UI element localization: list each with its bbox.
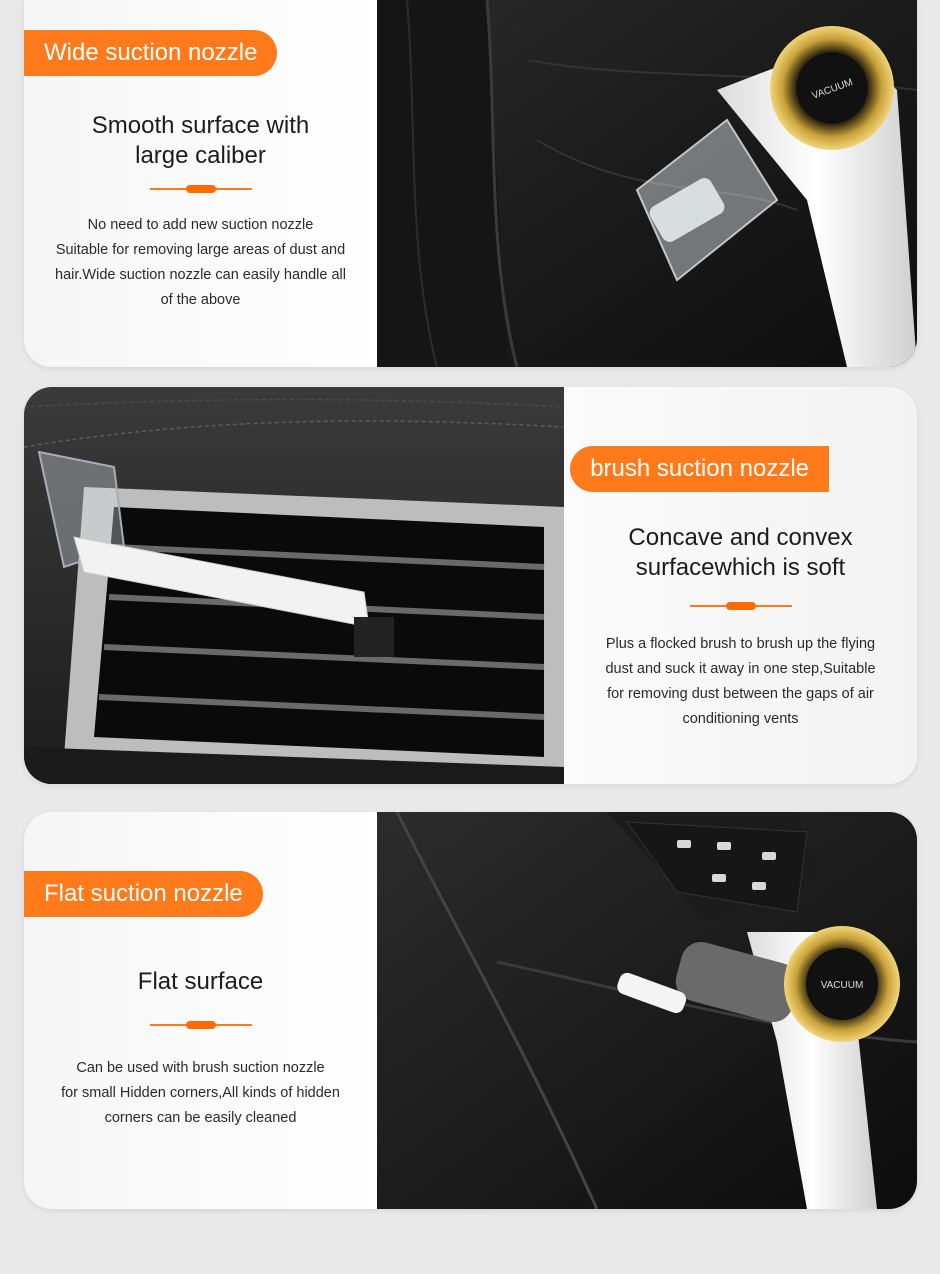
feature-heading: Smooth surface with large caliber	[91, 112, 310, 169]
nozzle-tag: brush suction nozzle	[570, 446, 829, 492]
feature-description: Can be used with brush suction nozzle for small Hidden corners,All kinds of hidden corners can be easily cleaned	[61, 1060, 340, 1126]
orange-divider	[150, 1024, 252, 1026]
nozzle-tag: Flat suction nozzle	[24, 871, 263, 917]
feature-description: No need to add new suction nozzle Suitable for removing large areas of dust and hair.Wide suction nozzle can easily handle all of the above	[55, 217, 346, 308]
feature-card-wide-nozzle	[24, 0, 917, 367]
vacuum-label: VACUUM	[820, 980, 864, 991]
feature-card-brush-nozzle	[24, 387, 917, 784]
product-photo-door-panel	[377, 812, 917, 1209]
feature-card-flat-nozzle	[24, 812, 917, 1209]
nozzle-tag: Wide suction nozzle	[24, 30, 277, 76]
feature-heading: Flat surface	[137, 968, 264, 995]
orange-divider	[150, 188, 252, 190]
text-panel	[24, 812, 377, 1209]
orange-divider	[690, 605, 792, 607]
product-photo-air-vent	[24, 387, 564, 784]
product-photo-car-seat	[377, 0, 917, 367]
feature-heading: Concave and convex surfacewhich is soft	[628, 524, 853, 581]
vacuum-label: VACUUM	[810, 76, 855, 102]
text-panel	[564, 387, 917, 784]
feature-description: Plus a flocked brush to brush up the flying dust and suck it away in one step,Suitable for removing dust between the gaps of air conditioning vents	[605, 636, 876, 727]
text-panel	[24, 0, 377, 367]
